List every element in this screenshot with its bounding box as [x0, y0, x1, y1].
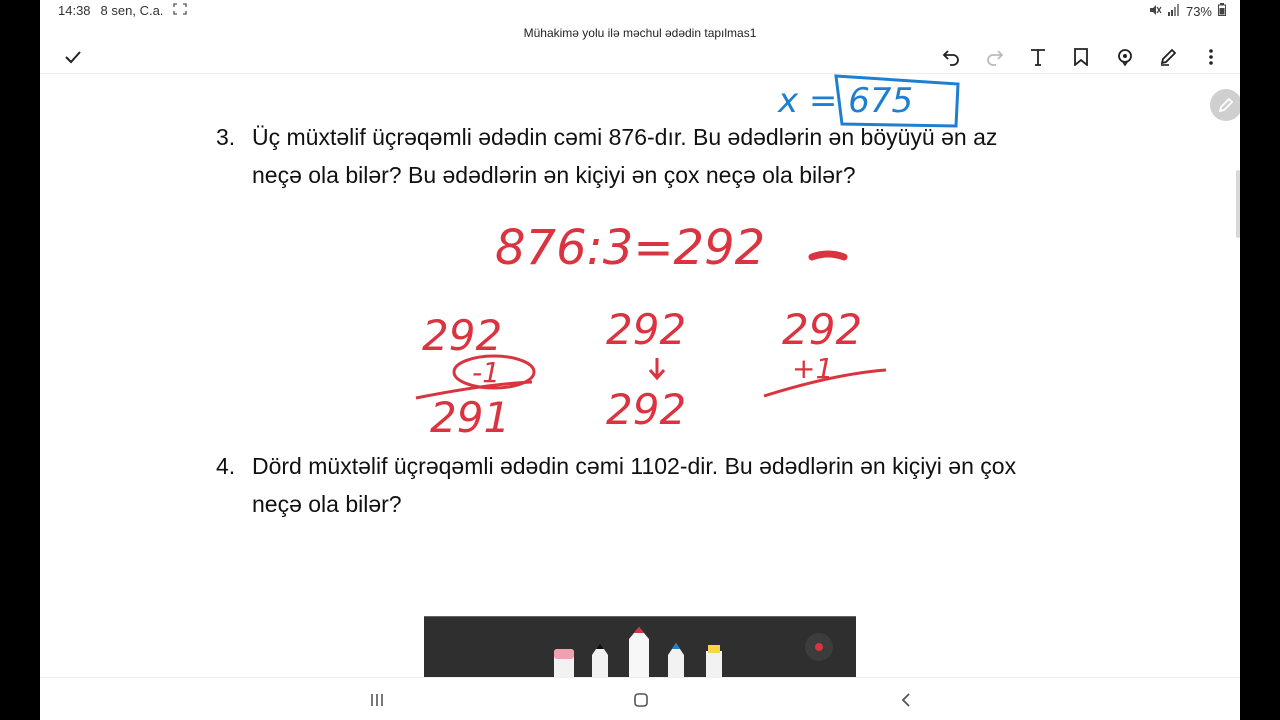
- col1-result: 291: [430, 393, 511, 442]
- eraser-tool[interactable]: [554, 649, 574, 679]
- handwriting-layer: [40, 0, 1240, 720]
- question-number: 4.: [216, 453, 236, 479]
- battery-level: 73%: [1185, 3, 1212, 19]
- pencil-icon: [1218, 97, 1234, 113]
- division-text: 876:3=292: [495, 220, 766, 276]
- col3-top: 292: [782, 305, 863, 354]
- col2-top: 292: [606, 305, 687, 354]
- scrollbar[interactable]: [1236, 170, 1240, 238]
- question-text-line: neçə ola bilər?: [252, 491, 402, 517]
- recent-apps-icon[interactable]: [365, 688, 389, 712]
- home-icon[interactable]: [629, 688, 653, 712]
- back-icon[interactable]: [894, 688, 918, 712]
- col1-op: -1: [472, 356, 500, 389]
- question-text-line: Dörd müxtəlif üçrəqəmli ədədin cəmi 1102-dir. Bu ədədlərin ən kiçiyi ən çox: [252, 453, 1017, 479]
- column-3: [764, 305, 886, 396]
- navigation-bar: [40, 677, 1240, 720]
- question-text-line: neçə ola bilər? Bu ədədlərin ən kiçiyi ən çox neçə ola bilər?: [252, 162, 856, 188]
- color-picker[interactable]: [805, 633, 833, 661]
- col2-result: 292: [606, 385, 687, 434]
- marker-tool[interactable]: [629, 627, 649, 679]
- status-date: 8 sen, C.a.: [100, 3, 164, 18]
- pen-tray: [424, 616, 856, 679]
- document-title: Mühakimə yolu ilə məchul ədədin tapılmas1: [523, 26, 757, 40]
- question-text-line: Üç müxtəlif üçrəqəmli ədədin cəmi 876-dır. Bu ədədlərin ən böyüyü ən az: [252, 124, 998, 150]
- column-1: [416, 311, 534, 442]
- col1-top: 292: [422, 311, 503, 360]
- answer-text: x = 675: [778, 81, 914, 121]
- col3-op: +1: [792, 352, 834, 385]
- black-pen-tool[interactable]: [592, 643, 608, 679]
- question-number: 3.: [216, 124, 236, 150]
- column-2: [606, 305, 686, 434]
- highlighter-tool[interactable]: [706, 645, 722, 679]
- blue-pen-tool[interactable]: [668, 643, 684, 679]
- status-time: 14:38: [58, 3, 91, 18]
- floating-edit-button[interactable]: [1210, 89, 1240, 121]
- answer-annotation: [777, 76, 958, 126]
- app-screen: [40, 0, 1240, 720]
